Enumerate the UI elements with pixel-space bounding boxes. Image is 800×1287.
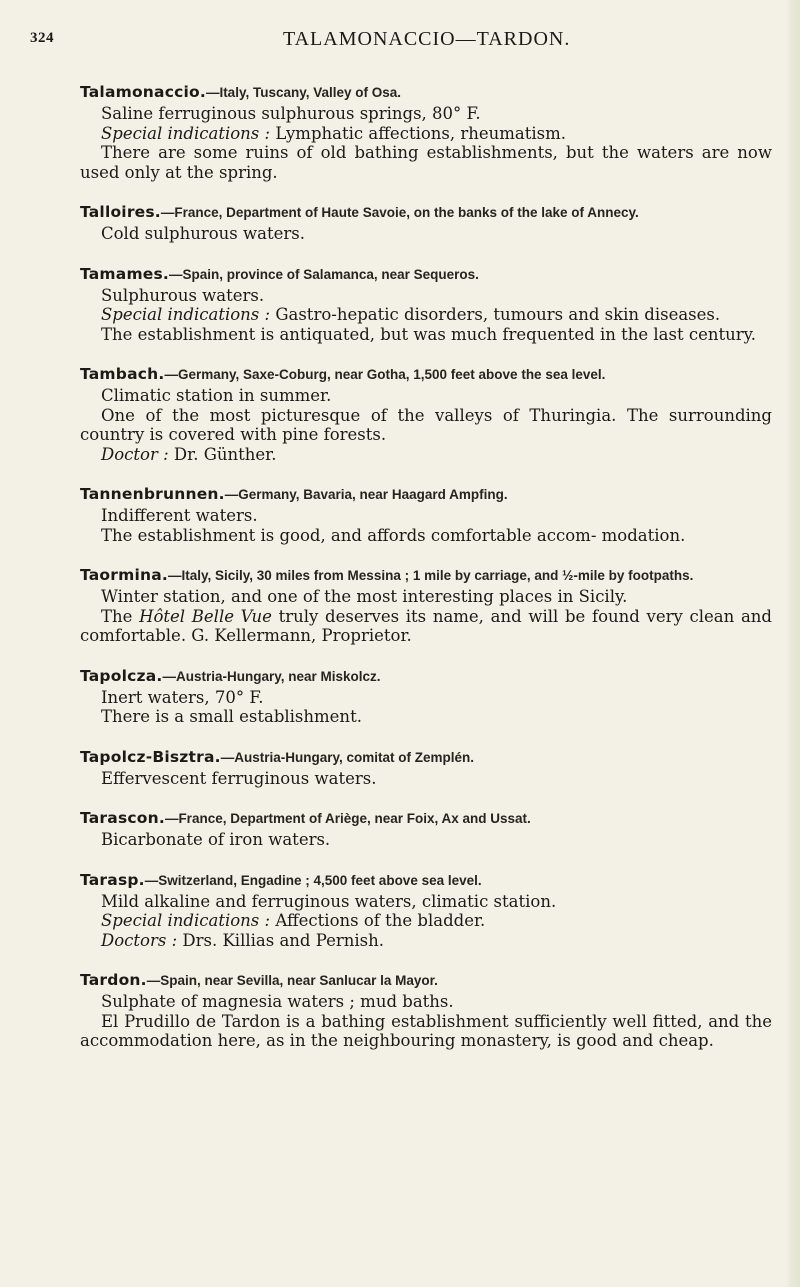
entry-location: —Italy, Sicily, 30 miles from Messina ; 1 mile by carriage, and ½-mile by footpaths.	[167, 568, 694, 583]
entry-heading	[80, 872, 772, 889]
entry-text: Cold sulphurous waters.	[101, 224, 305, 243]
entry-line	[80, 406, 772, 445]
entry-line	[80, 506, 772, 526]
hotel-name: Hôtel Belle Vue	[139, 606, 272, 626]
entry-label: Special indications :	[101, 911, 271, 930]
entry-line	[80, 143, 772, 182]
entry	[80, 84, 772, 182]
entry-line	[80, 892, 772, 912]
entry	[80, 668, 772, 727]
entry	[80, 204, 772, 244]
entry-line	[80, 607, 772, 646]
entry	[80, 749, 772, 789]
entry-line	[80, 104, 772, 124]
entry-text: truly deserves its name, and will be found very clean and comfortable. G. Kellermann, Proprietor.	[80, 606, 772, 645]
entry-text: Indifferent waters.	[101, 506, 258, 525]
page-header	[30, 30, 770, 54]
entry	[80, 972, 772, 1051]
entry-line	[80, 445, 772, 465]
entry-line	[80, 587, 772, 607]
entry-line	[80, 830, 772, 850]
entry-text: The establishment is antiquated, but was much frequented in the last century.	[101, 324, 756, 344]
entry-text: There is a small establishment.	[101, 707, 362, 726]
entry-location: —Austria-Hungary, comitat of Zemplén.	[220, 749, 474, 765]
entry-headword: Tardon.	[80, 971, 147, 989]
entry-text: Mild alkaline and ferruginous waters, climatic station.	[101, 891, 557, 911]
entry-text: Sulphate of magnesia waters ; mud baths.	[101, 992, 454, 1011]
entry-text: There are some ruins of old bathing establishments, but the waters are now used only at the spring.	[80, 143, 772, 182]
entry-line	[80, 992, 772, 1012]
entry-headword: Talloires.	[80, 203, 161, 221]
entry-line	[80, 769, 772, 789]
entry-text: The	[101, 606, 140, 626]
entry-headword: Tarasp.	[80, 870, 145, 889]
entry	[80, 567, 772, 646]
entry-headword: Tannenbrunnen.	[80, 485, 225, 503]
running-head: TALAMONACCIO—TARDON.	[283, 28, 571, 50]
entry	[80, 486, 772, 545]
entry-location: —France, Department of Ariège, near Foix, Ax and Ussat.	[164, 811, 531, 826]
entry-location: —Spain, near Sevilla, near Sanlucar la Mayor.	[146, 973, 438, 988]
entry-location: —Germany, Bavaria, near Haagard Ampfing.	[224, 487, 508, 502]
entry-label: Special indications :	[101, 123, 271, 143]
entry-headword: Talamonaccio.	[80, 83, 206, 101]
entry-heading	[80, 749, 772, 766]
entry-heading	[80, 366, 772, 383]
entry-text: Bicarbonate of iron waters.	[101, 830, 331, 849]
entry-text: Dr. Günther.	[168, 444, 277, 464]
entry-headword: Tarascon.	[80, 809, 165, 827]
entry-text: Effervescent ferruginous waters.	[101, 768, 377, 788]
entry-text: Lymphatic affections, rheumatism.	[270, 123, 567, 143]
entry-text: Affections of the bladder.	[270, 911, 486, 930]
entry-line	[80, 911, 772, 931]
entry-line	[80, 386, 772, 406]
page-number: 324	[30, 30, 54, 46]
entry-line	[80, 1012, 772, 1051]
entry-line	[80, 286, 772, 306]
entry-location: —Italy, Tuscany, Valley of Osa.	[205, 85, 402, 100]
entry	[80, 872, 772, 951]
entry-text: Saline ferruginous sulphurous springs, 80° F.	[101, 104, 481, 123]
entry-text: El Prudillo de Tardon is a bathing establishment sufficiently well fitted, and the accommodation here, as in the neighbouring monastery, is good and cheap.	[80, 1011, 772, 1050]
entry	[80, 266, 772, 345]
entry-headword: Tamames.	[80, 264, 170, 283]
gazetteer-entries	[80, 84, 772, 1073]
entry-text: Drs. Killias and Pernish.	[177, 930, 384, 950]
entry	[80, 810, 772, 850]
entry-heading	[80, 668, 772, 685]
entry-location: —France, Department of Haute Savoie, on the banks of the lake of Annecy.	[160, 205, 639, 220]
entry-headword: Tambach.	[80, 365, 165, 383]
entry-label: Doctors :	[101, 930, 178, 950]
entry-line	[80, 707, 772, 727]
entry	[80, 366, 772, 464]
entry-text: Gastro-hepatic disorders, tumours and skin diseases.	[270, 305, 721, 324]
entry-heading	[80, 204, 772, 221]
entry-line	[80, 526, 772, 546]
entry-heading	[80, 486, 772, 503]
entry-text: Sulphurous waters.	[101, 285, 265, 305]
entry-heading	[80, 567, 772, 584]
page-edge	[786, 0, 800, 1287]
entry-headword: Tapolcz-Bisztra.	[80, 747, 221, 766]
entry-text: The establishment is good, and affords comfortable accom- modation.	[101, 525, 686, 545]
entry-heading	[80, 972, 772, 989]
entry-location: —Austria-Hungary, near Miskolcz.	[162, 668, 381, 684]
entry-label: Special indications :	[101, 305, 271, 324]
entry-line	[80, 224, 772, 244]
entry-line	[80, 931, 772, 951]
entry-heading	[80, 84, 772, 101]
entry-location: —Switzerland, Engadine ; 4,500 feet above sea level.	[144, 872, 482, 888]
entry-line	[80, 688, 772, 708]
entry-heading	[80, 266, 772, 283]
entry-headword: Taormina.	[80, 566, 168, 584]
entry-line	[80, 325, 772, 345]
entry-line	[80, 305, 772, 325]
entry-text: Climatic station in summer.	[101, 386, 332, 405]
entry-headword: Tapolcza.	[80, 666, 163, 685]
entry-heading	[80, 810, 772, 827]
entry-text: Winter station, and one of the most interesting places in Sicily.	[101, 587, 628, 606]
entry-text: One of the most picturesque of the valleys of Thuringia. The surrounding country is covered with pine forests.	[80, 405, 772, 444]
entry-label: Doctor :	[101, 444, 169, 464]
entry-text: Inert waters, 70° F.	[101, 687, 264, 707]
entry-line	[80, 124, 772, 144]
entry-location: —Spain, province of Salamanca, near Sequeros.	[169, 266, 479, 282]
entry-location: —Germany, Saxe-Coburg, near Gotha, 1,500 feet above the sea level.	[164, 367, 606, 382]
